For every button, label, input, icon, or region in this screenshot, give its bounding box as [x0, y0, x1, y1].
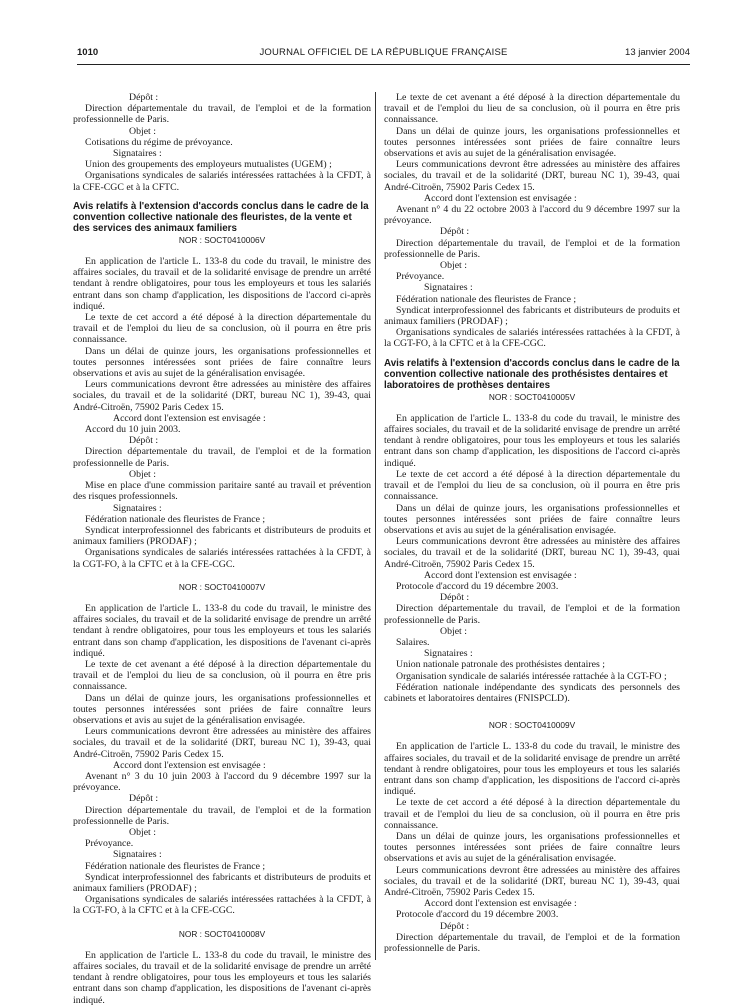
paragraph: Leurs communications devront être adressées au ministère des affaires sociales, du travail et de la solidarité (DRT, bureau NC 1), 39-43, quai André-Citroën, 75902 Paris Cedex 15. — [384, 864, 680, 898]
paragraph: Leurs communications devront être adressées au ministère des affaires sociales, du travail et de la solidarité (DRT, bureau NC 1), 39-43, quai André-Citroën, 75902 Paris Cedex 15. — [73, 379, 371, 413]
paragraph: Le texte de cet avenant a été déposé à la direction départementale du travail et de l'emploi du lieu de sa conclusion, où il pourra en être pris connaissance. — [384, 92, 680, 126]
paragraph: Cotisations du régime de prévoyance. — [85, 136, 233, 148]
label-accord: Accord dont l'extension est envisagée : — [424, 898, 577, 910]
label-signataires: Signataires : — [424, 282, 473, 294]
paragraph: Direction départementale du travail, de l'emploi et de la formation professionnelle de Paris. — [73, 804, 371, 827]
label-signataires: Signataires : — [113, 849, 162, 861]
paragraph: Dans un délai de quinze jours, les organisations professionnelles et toutes personnes intéressées sont priées de faire connaître leurs observations et avis au sujet de la généralisation envisagée. — [73, 345, 371, 380]
right-column — [384, 92, 680, 954]
paragraph: Leurs communications devront être adressées au ministère des affaires sociales, du travail et de la solidarité (DRT, bureau NC 1), 39-43, quai André-Citroën, 75902 Paris Cedex 15. — [384, 159, 680, 193]
paragraph: Fédération nationale des fleuristes de France ; — [85, 513, 266, 525]
label-accord: Accord dont l'extension est envisagée : — [424, 569, 577, 581]
paragraph: Organisations syndicales de salariés intéressées rattachées à la CFDT, à la CFE-CGC et à la CFTC. — [73, 170, 371, 193]
paragraph: Dans un délai de quinze jours, les organisations professionnelles et toutes personnes intéressées sont priées de faire connaître leurs observations et avis au sujet de la généralisation envisagée. — [384, 502, 680, 536]
paragraph: Dans un délai de quinze jours, les organisations professionnelles et toutes personnes intéressées sont priées de faire connaître leurs observations et avis au sujet de la généralisation envisagée. — [73, 692, 371, 726]
paragraph: Prévoyance. — [85, 838, 134, 850]
label-depot: Dépôt : — [129, 92, 159, 103]
paragraph: Le texte de cet avenant a été déposé à la direction départementale du travail et de l'emploi du lieu de sa conclusion, où il pourra en être pris connaissance. — [73, 658, 371, 693]
label-objet: Objet : — [129, 468, 156, 480]
left-column — [73, 92, 371, 1006]
paragraph: Union nationale patronale des prothésistes dentaires ; — [396, 659, 605, 671]
paragraph: Organisations syndicales de salariés intéressées rattachées à la CFDT, à la CGT-FO, à la CFTC et à la CFE-CGC. — [73, 894, 371, 917]
label-depot: Dépôt : — [129, 435, 159, 447]
label-objet: Objet : — [129, 826, 156, 838]
paragraph: En application de l'article L. 133-8 du code du travail, le ministre des affaires sociales, du travail et de la solidarité envisage de prendre un arrêté tendant à rendre obligatoires, pour tous les employeurs et tous les salariés entrant dans son champ d'application, les dispositions de l'avenant ci-après indiqué. — [73, 949, 371, 1006]
label-objet: Objet : — [440, 260, 467, 272]
paragraph: Leurs communications devront être adressées au ministère des affaires sociales, du travail et de la solidarité (DRT, bureau NC 1), 39-43, quai André-Citroën, 75902 Paris Cedex 15. — [384, 536, 680, 570]
paragraph: Organisation syndicale de salariés intéressée rattachée à la CGT-FO ; — [396, 670, 667, 682]
journal-title: JOURNAL OFFICIEL DE LA RÉPUBLIQUE FRANÇAISE — [259, 47, 508, 58]
nor-reference: NOR : SOCT0410007V — [178, 581, 266, 592]
label-objet: Objet : — [440, 625, 467, 637]
paragraph: Dans un délai de quinze jours, les organisations professionnelles et toutes personnes intéressées sont priées de faire connaître leurs observations et avis au sujet de la généralisation envisagée. — [384, 830, 680, 865]
paragraph: Fédération nationale indépendante des syndicats des personnels des cabinets et laboratoires dentaires (FNISPCLD). — [384, 681, 680, 704]
paragraph: Prévoyance. — [396, 271, 445, 283]
paragraph: Leurs communications devront être adressées au ministère des affaires sociales, du travail et de la solidarité (DRT, bureau NC 1), 39-43, quai André-Citroën, 75902 Paris Cedex 15. — [73, 726, 371, 760]
paragraph: En application de l'article L. 133-8 du code du travail, le ministre des affaires sociales, du travail et de la solidarité envisage de prendre un arrêté tendant à rendre obligatoires, pour tous les employeurs et tous les salariés entrant dans son champ d'application, les dispositions de l'accord ci-après indiqué. — [384, 741, 680, 798]
label-objet: Objet : — [129, 125, 156, 137]
paragraph: Le texte de cet accord a été déposé à la direction départementale du travail et de l'emploi du lieu de sa conclusion, où il pourra en être pris connaissance. — [73, 312, 371, 346]
paragraph: Organisations syndicales de salariés intéressées rattachées à la CFDT, à la CGT-FO, à la CFTC et à la CFE-CGC. — [384, 327, 680, 350]
page-number: 1010 — [77, 47, 99, 58]
section-title-protheses: Avis relatifs à l'extension d'accords conclus dans le cadre de la convention collective nationale des prothésistes dentaires et laboratoires de prothèses dentaires — [384, 357, 680, 391]
label-accord: Accord dont l'extension est envisagée : — [113, 759, 266, 771]
paragraph: Le texte de cet accord a été déposé à la direction départementale du travail et de l'emploi du lieu de sa conclusion, où il pourra en être pris connaissance. — [384, 797, 680, 831]
paragraph: Mise en place d'une commission paritaire santé au travail et prévention des risques professionnels. — [73, 480, 371, 503]
paragraph: Direction départementale du travail, de l'emploi et de la formation professionnelle de Paris. — [73, 103, 371, 126]
paragraph: Syndicat interprofessionnel des fabricants et distributeurs de produits et animaux familiers (PRODAF) ; — [384, 304, 680, 328]
label-depot: Dépôt : — [440, 920, 470, 932]
section-title-fleuristes: Avis relatifs à l'extension d'accords conclus dans le cadre de la convention collective nationale des fleuristes, de la vente et des services des animaux familiers — [73, 200, 369, 234]
paragraph: En application de l'article L. 133-8 du code du travail, le ministre des affaires sociales, du travail et de la solidarité envisage de prendre un arrêté tendant à rendre obligatoires, pour tous les employeurs et tous les salariés entrant dans son champ d'application, les dispositions de l'avenant ci-après indiqué. — [73, 602, 371, 659]
paragraph: Syndicat interprofessionnel des fabricants et distributeurs de produits et animaux familiers (PRODAF) ; — [73, 524, 371, 548]
paragraph: Dans un délai de quinze jours, les organisations professionnelles et toutes personnes intéressées sont priées de faire connaître leurs observations et avis au sujet de la généralisation envisagée. — [384, 125, 680, 160]
paragraph: Accord du 10 juin 2003. — [85, 424, 181, 436]
header-rule — [77, 64, 690, 65]
nor-reference: NOR : SOCT0410006V — [178, 234, 266, 245]
publication-date: 13 janvier 2004 — [625, 47, 690, 58]
label-accord: Accord dont l'extension est envisagée : — [113, 412, 266, 424]
nor-reference: NOR : SOCT0410009V — [488, 720, 576, 731]
label-accord: Accord dont l'extension est envisagée : — [424, 192, 577, 204]
paragraph: Protocole d'accord du 19 décembre 2003. — [396, 580, 559, 592]
paragraph: En application de l'article L. 133-8 du code du travail, le ministre des affaires sociales, du travail et de la solidarité envisage de prendre un arrêté tendant à rendre obligatoires, pour tous les employeurs et tous les salariés entrant dans son champ d'application, les dispositions de l'accord ci-après indiqué. — [384, 412, 680, 469]
paragraph: Le texte de cet accord a été déposé à la direction départementale du travail et de l'emploi du lieu de sa conclusion, où il pourra en être pris connaissance. — [384, 468, 680, 503]
label-signataires: Signataires : — [113, 502, 162, 514]
paragraph: Direction départementale du travail, de l'emploi et de la formation professionnelle de Paris. — [73, 446, 371, 469]
paragraph: Union des groupements des employeurs mutualistes (UGEM) ; — [85, 159, 332, 171]
paragraph: Avenant n° 4 du 22 octobre 2003 à l'accord du 9 décembre 1997 sur la prévoyance. — [384, 204, 680, 227]
label-depot: Dépôt : — [129, 793, 159, 805]
label-depot: Dépôt : — [440, 592, 470, 604]
paragraph: Fédération nationale des fleuristes de France ; — [85, 860, 266, 872]
paragraph: Protocole d'accord du 19 décembre 2003. — [396, 909, 559, 921]
label-signataires: Signataires : — [113, 148, 162, 160]
paragraph: Avenant n° 3 du 10 juin 2003 à l'accord du 9 décembre 1997 sur la prévoyance. — [73, 770, 371, 794]
paragraph: En application de l'article L. 133-8 du code du travail, le ministre des affaires sociales, du travail et de la solidarité envisage de prendre un arrêté tendant à rendre obligatoires, pour tous les employeurs et tous les salariés entrant dans son champ d'application, les dispositions de l'accord ci-après indiqué. — [73, 256, 371, 312]
column-separator — [375, 92, 376, 960]
label-signataires: Signataires : — [424, 648, 473, 660]
nor-reference: NOR : SOCT0410008V — [178, 928, 266, 939]
paragraph: Direction départementale du travail, de l'emploi et de la formation professionnelle de Paris. — [384, 931, 680, 955]
paragraph: Direction départementale du travail, de l'emploi et de la formation professionnelle de Paris. — [384, 603, 680, 626]
paragraph: Salaires. — [396, 636, 430, 648]
page-header — [77, 47, 690, 61]
paragraph: Syndicat interprofessionnel des fabricants et distributeurs de produits et animaux familiers (PRODAF) ; — [73, 871, 371, 894]
label-depot: Dépôt : — [440, 226, 470, 238]
nor-reference: NOR : SOCT0410005V — [488, 391, 576, 402]
paragraph: Fédération nationale des fleuristes de France ; — [396, 293, 577, 305]
paragraph: Organisations syndicales de salariés intéressées rattachées à la CFDT, à la CGT-FO, à la CFTC et à la CFE-CGC. — [73, 547, 371, 570]
paragraph: Direction départementale du travail, de l'emploi et de la formation professionnelle de Paris. — [384, 237, 680, 260]
